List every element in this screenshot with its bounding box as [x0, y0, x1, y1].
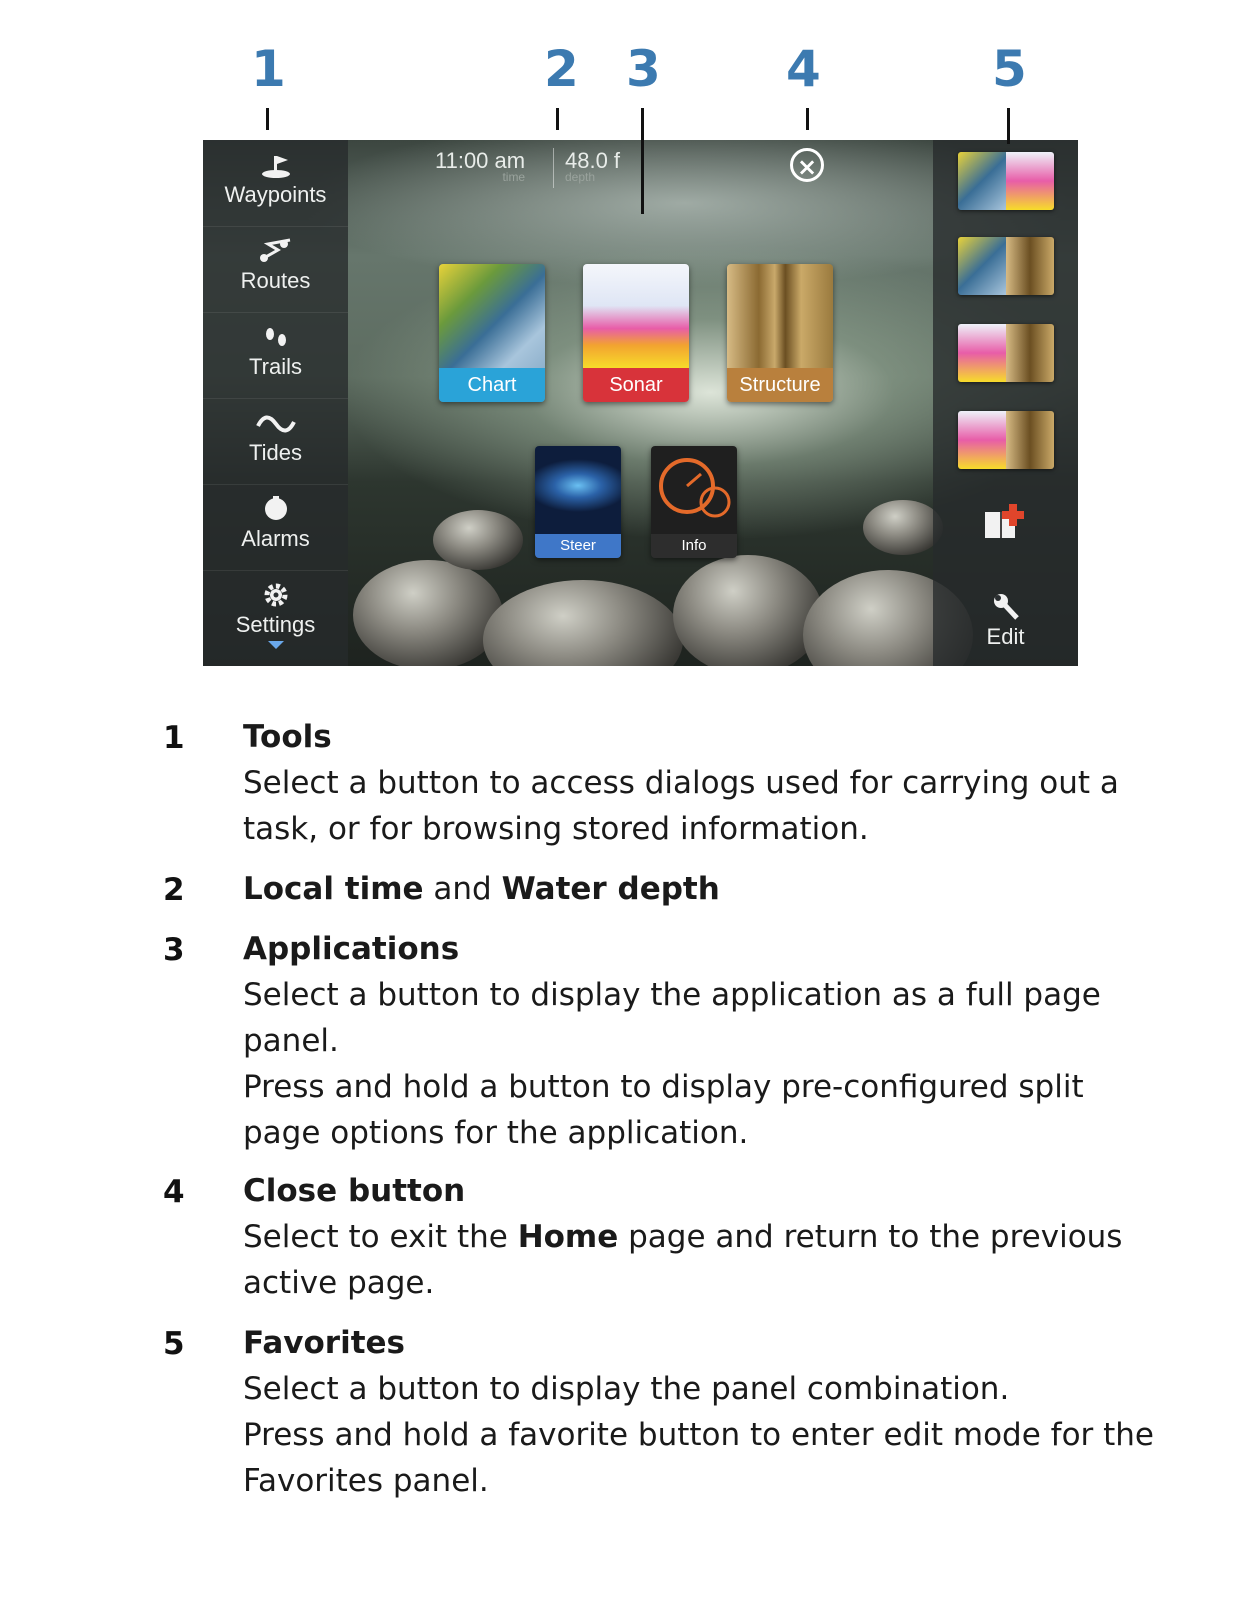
legend-title: Close button	[243, 1173, 466, 1209]
favorite-chart-half	[958, 152, 1006, 210]
add-panel-icon	[983, 502, 1029, 542]
legend-text-part: page and return to the previous	[618, 1219, 1123, 1255]
time-readout	[435, 148, 525, 184]
tides-button[interactable]	[203, 398, 348, 484]
route-icon	[256, 236, 296, 266]
favorite-structure-half	[1006, 237, 1054, 295]
depth-unit-label: depth	[565, 170, 596, 184]
chart-app-button[interactable]	[439, 264, 545, 402]
callout-5: 5	[992, 40, 1027, 98]
callout-4: 4	[786, 40, 821, 98]
legend-number-5: 5	[163, 1326, 185, 1362]
legend-text: Select a button to display the panel combination.	[243, 1371, 1010, 1407]
legend-text: active page.	[243, 1265, 435, 1301]
sonar-app-button[interactable]	[583, 264, 689, 402]
callout-5-line	[1007, 108, 1010, 144]
alarm-bell-icon	[258, 494, 294, 524]
legend-text: Select a button to access dialogs used for carrying out a	[243, 765, 1119, 801]
legend-item-favorites	[243, 1320, 1203, 1504]
legend-title	[243, 866, 1203, 912]
routes-label: Routes	[240, 268, 311, 293]
favorite-sonar-half	[1006, 152, 1054, 210]
favorite-structure-half	[1006, 324, 1054, 382]
favorite-chart-half	[958, 237, 1006, 295]
favorite-structure-half	[1006, 411, 1054, 469]
tide-wave-icon	[256, 408, 296, 438]
callout-2-line	[556, 108, 559, 130]
depth-value: 48.0 f	[565, 148, 621, 173]
steer-thumbnail	[535, 446, 621, 534]
callout-2: 2	[544, 40, 579, 98]
home-screen	[203, 140, 1078, 666]
favorites-panel	[933, 140, 1078, 666]
settings-label: Settings	[235, 612, 316, 637]
legend-text-part: Select to exit the	[243, 1219, 518, 1255]
trail-footprints-icon	[258, 322, 294, 352]
edit-favorites-button[interactable]	[933, 588, 1078, 658]
time-value: 11:00 am	[435, 148, 526, 173]
info-app-label: Info	[651, 534, 737, 558]
legend-text: Press and hold a button to display pre-configured split	[243, 1069, 1084, 1105]
legend-text-home: Home	[517, 1219, 619, 1255]
favorite-chart-sonar[interactable]	[958, 152, 1054, 210]
info-app-button[interactable]	[651, 446, 737, 558]
callout-4-line	[806, 108, 809, 130]
settings-button[interactable]	[203, 570, 348, 656]
background-rock	[483, 580, 683, 666]
legend-text: Press and hold a favorite button to enter edit mode for the	[243, 1417, 1155, 1453]
status-divider	[553, 148, 554, 188]
callout-3: 3	[626, 40, 661, 98]
legend-item-close-button	[243, 1168, 1203, 1306]
background-rock	[673, 555, 823, 666]
wrench-icon	[991, 592, 1021, 622]
chart-thumbnail	[439, 264, 545, 368]
gauge-icon	[651, 446, 737, 534]
close-icon: ×	[796, 153, 818, 181]
edit-label: Edit	[986, 624, 1025, 649]
trails-button[interactable]	[203, 312, 348, 398]
legend-text: panel.	[243, 1023, 339, 1059]
legend-text: Favorites panel.	[243, 1463, 489, 1499]
tides-label: Tides	[249, 440, 302, 465]
favorite-sonar-half	[958, 324, 1006, 382]
background-rock	[863, 500, 943, 555]
callout-1-line	[266, 108, 269, 130]
structure-app-button[interactable]	[727, 264, 833, 402]
callout-3-line	[641, 108, 644, 214]
time-unit-label: time	[502, 170, 526, 184]
chevron-down-icon[interactable]	[267, 640, 285, 650]
steer-app-label: Steer	[535, 534, 621, 558]
waypoints-label: Waypoints	[224, 182, 327, 207]
waypoints-button[interactable]	[203, 140, 348, 226]
sonar-thumbnail	[583, 264, 689, 368]
legend-title: Applications	[243, 931, 460, 967]
chart-app-label: Chart	[439, 368, 545, 402]
legend-text	[243, 1214, 1203, 1260]
routes-button[interactable]	[203, 226, 348, 312]
callout-1: 1	[251, 40, 286, 98]
legend-title-local-time: Local time	[243, 871, 424, 907]
legend-number-2: 2	[163, 872, 185, 908]
alarms-button[interactable]	[203, 484, 348, 570]
depth-readout	[565, 148, 620, 184]
legend-item-tools	[243, 714, 1203, 852]
background-rock	[433, 510, 523, 570]
steer-app-button[interactable]	[535, 446, 621, 558]
add-favorite-button[interactable]	[983, 502, 1029, 542]
gear-icon	[258, 580, 294, 610]
sonar-app-label: Sonar	[583, 368, 689, 402]
legend-text: page options for the application.	[243, 1115, 749, 1151]
tools-panel	[203, 140, 348, 666]
trails-label: Trails	[249, 354, 302, 379]
favorite-chart-structure[interactable]	[958, 237, 1054, 295]
legend-item-time-depth	[243, 866, 1203, 912]
legend-number-3: 3	[163, 932, 185, 968]
legend-number-4: 4	[163, 1174, 185, 1210]
legend-number-1: 1	[163, 720, 185, 756]
structure-app-label: Structure	[727, 368, 833, 402]
favorite-sonar-structure[interactable]	[958, 324, 1054, 382]
legend-title: Tools	[243, 719, 332, 755]
favorite-sonar-half	[958, 411, 1006, 469]
legend-title-and: and	[423, 871, 502, 907]
close-button[interactable]	[790, 148, 824, 182]
waypoint-flag-icon	[258, 150, 294, 180]
info-thumbnail	[651, 446, 737, 534]
legend-title: Favorites	[243, 1325, 405, 1361]
alarms-label: Alarms	[241, 526, 310, 551]
background-rock	[353, 560, 503, 666]
legend-title-water-depth: Water depth	[501, 871, 720, 907]
favorite-sonar-structure-split[interactable]	[958, 411, 1054, 469]
legend-text: Select a button to display the application as a full page	[243, 977, 1101, 1013]
legend-item-applications	[243, 926, 1203, 1156]
legend-text: task, or for browsing stored information.	[243, 811, 869, 847]
structure-thumbnail	[727, 264, 833, 368]
